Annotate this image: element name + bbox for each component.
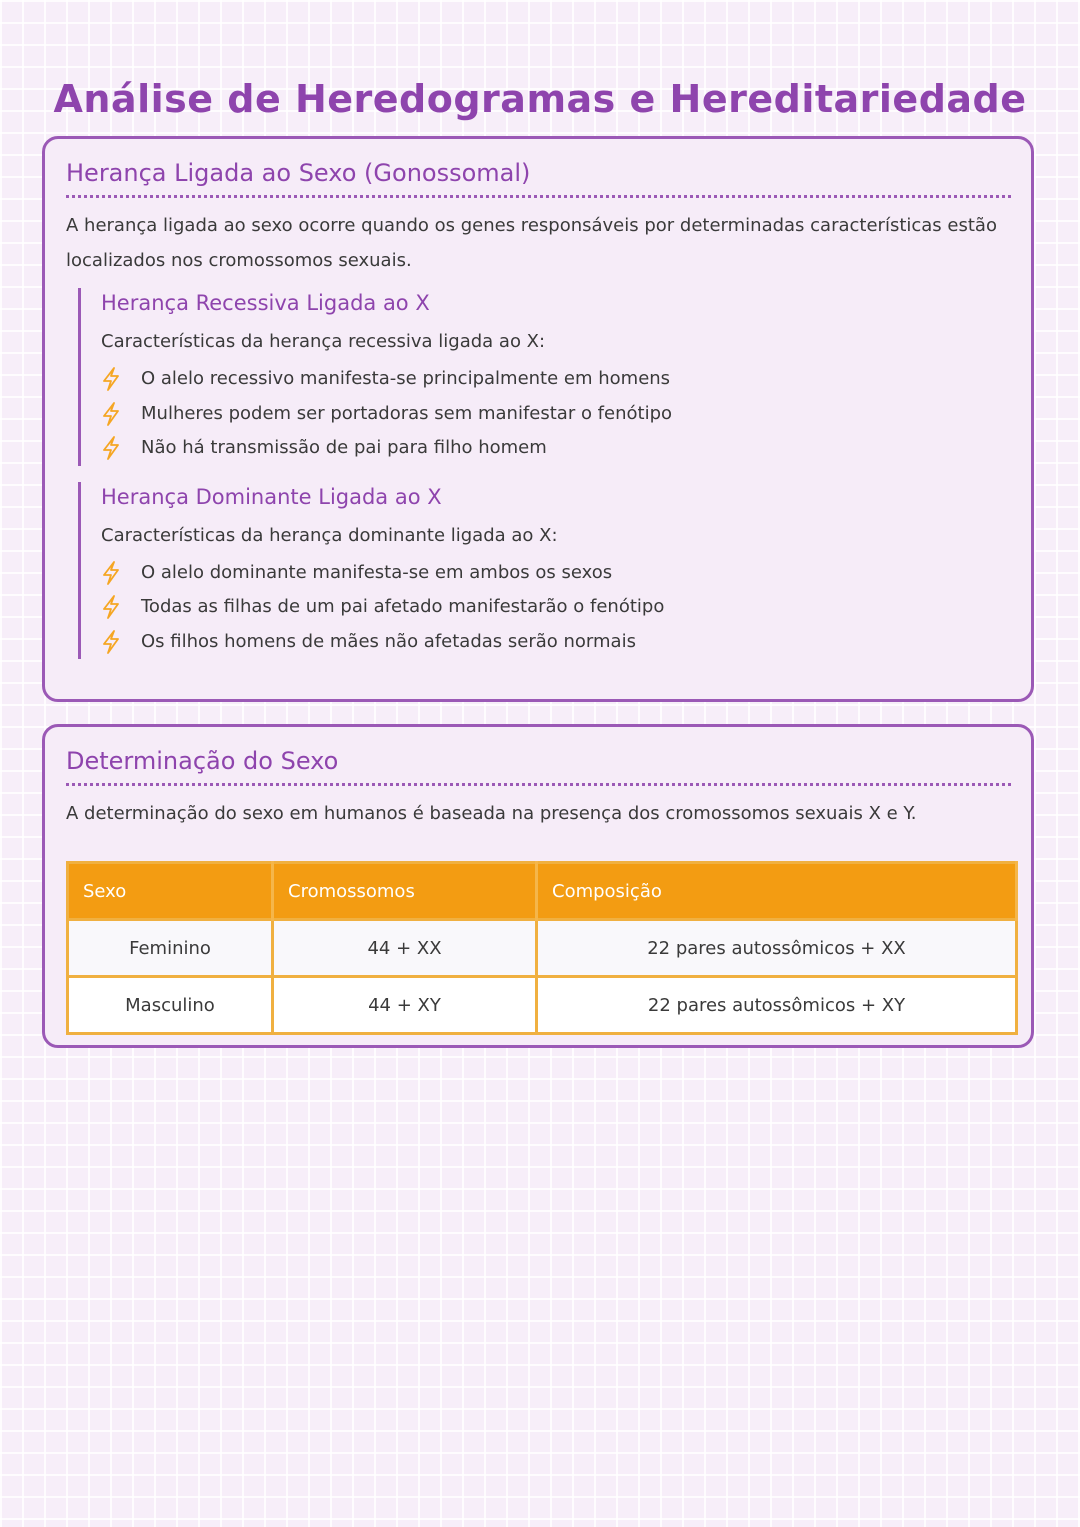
list-item: [101, 590, 1011, 625]
dominant-heading: Herança Dominante Ligada ao X: [101, 484, 442, 509]
lightning-icon: [101, 561, 121, 585]
recessive-x-block: [78, 288, 1011, 466]
lightning-icon: [101, 630, 121, 654]
dominant-list: [101, 556, 1011, 660]
list-item-text: O alelo dominante manifesta-se em ambos os sexos: [141, 561, 613, 583]
list-item-text: O alelo recessivo manifesta-se principalmente em homens: [141, 368, 671, 389]
table-cell: Feminino: [68, 920, 273, 977]
list-item-text: Não há transmissão de pai para filho homem: [141, 437, 547, 458]
dominant-lead: Características da herança dominante ligada ao X:: [101, 524, 558, 546]
page-title: Análise de Heredogramas e Hereditariedade: [53, 77, 1027, 122]
list-item-text: Mulheres podem ser portadoras sem manifestar o fenótipo: [141, 402, 673, 424]
recessive-heading: Herança Recessiva Ligada ao X: [101, 291, 430, 315]
table-header-row: [68, 863, 1017, 920]
list-item: [101, 431, 1011, 466]
list-item: [101, 362, 1011, 397]
list-item: [101, 397, 1011, 432]
list-item: [101, 556, 1011, 591]
table-cell: 44 + XY: [273, 977, 537, 1034]
section-intro: A determinação do sexo em humanos é baseada na presença dos cromossomos sexuais X e Y.: [66, 803, 917, 824]
lightning-icon: [101, 367, 121, 391]
table-row: [68, 977, 1017, 1034]
lightning-icon: [101, 436, 121, 460]
table-cell: 22 pares autossômicos + XX: [537, 920, 1017, 977]
list-item-text: Todas as filhas de um pai afetado manifestarão o fenótipo: [141, 596, 665, 617]
section-intro: A herança ligada ao sexo ocorre quando os genes responsáveis por determinadas características estão localizados nos cromossomos sexuais.: [66, 215, 997, 271]
section-heading: Determinação do Sexo: [66, 747, 1011, 786]
table-row: [68, 920, 1017, 977]
section-heading: Herança Ligada ao Sexo (Gonossomal): [66, 159, 1011, 198]
column-header: Sexo: [68, 863, 273, 920]
table-cell: 44 + XX: [273, 920, 537, 977]
column-header: Composição: [537, 863, 1017, 920]
dominant-x-block: [78, 482, 1011, 660]
lightning-icon: [101, 595, 121, 619]
sex-determination-card: [42, 724, 1034, 1048]
sex-determination-table: [66, 861, 1018, 1035]
column-header: Cromossomos: [273, 863, 537, 920]
list-item: [101, 625, 1011, 660]
recessive-list: [101, 362, 1011, 466]
list-item-text: Os filhos homens de mães não afetadas serão normais: [141, 630, 636, 652]
recessive-lead: Características da herança recessiva ligada ao X:: [101, 331, 546, 352]
sex-linked-inheritance-card: [42, 136, 1034, 702]
table-cell: 22 pares autossômicos + XY: [537, 977, 1017, 1034]
lightning-icon: [101, 402, 121, 426]
table-cell: Masculino: [68, 977, 273, 1034]
